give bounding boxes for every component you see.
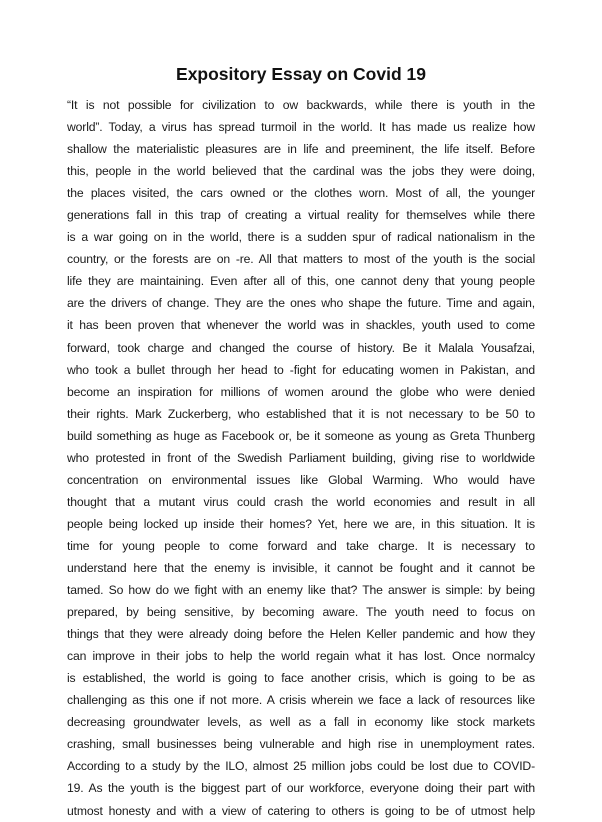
essay-text-line: things that they were already doing before the Helen Keller pandemic and how they	[67, 627, 535, 642]
essay-text-line: it has been proven that whenever the world was in shackles, youth used to come	[67, 318, 535, 333]
essay-text-line: 19. As the youth is the biggest part of our workforce, everyone doing their part with	[67, 781, 535, 796]
essay-text-line: can improve in their jobs to help the world regain what it has lost. Once normalcy	[67, 649, 535, 664]
essay-text-line: are the drivers of change. They are the ones who shape the future. Time and again,	[67, 296, 535, 311]
essay-text-line: their rights. Mark Zuckerberg, who established that it is not necessary to be 50 to	[67, 406, 535, 421]
essay-text-line: time for young people to come forward and take charge. It is necessary to	[67, 538, 535, 553]
essay-text-line: shallow the materialistic pleasures are in life and preeminent, the life itself. Before	[67, 142, 535, 157]
essay-text-line: who protested in front of the Swedish Parliament building, giving rise to worldwide	[67, 450, 535, 465]
essay-text-line: challenging as this one if not more. A crisis wherein we face a lack of resources like	[67, 693, 535, 708]
essay-text-line: who took a bullet through her head to -fight for educating women in Pakistan, and	[67, 362, 535, 377]
essay-text-line: world”. Today, a virus has spread turmoil in the world. It has made us realize how	[67, 120, 535, 135]
essay-text-line: concentration on environmental issues like Global Warming. Who would have	[67, 472, 535, 487]
essay-text-line: According to a study by the ILO, almost 25 million jobs could be lost due to COVID-	[67, 759, 535, 774]
essay-text-line: crashing, small businesses being vulnerable and high rise in unemployment rates.	[67, 737, 535, 752]
essay-text-line: is a war going on in the world, there is a sudden spur of radical nationalism in the	[67, 230, 535, 245]
essay-text-line: people being locked up inside their homes? Yet, here we are, in this situation. It is	[67, 516, 535, 531]
essay-text-line: thought that a mutant virus could crash the world economies and result in all	[67, 494, 535, 509]
essay-text-line: is established, the world is going to face another crisis, which is going to be as	[67, 671, 535, 686]
essay-text-line: this, people in the world believed that the cardinal was the jobs they were doing,	[67, 164, 535, 179]
essay-text-line: forward, took charge and changed the course of history. Be it Malala Yousafzai,	[67, 340, 535, 355]
essay-text-line: build something as huge as Facebook or, be it someone as young as Greta Thunberg	[67, 428, 535, 443]
essay-text-line: understand here that the enemy is invisible, it cannot be fought and it cannot be	[67, 560, 535, 575]
essay-text-line: “It is not possible for civilization to ow backwards, while there is youth in the	[67, 98, 535, 112]
essay-text-line: country, or the forests are on -re. All that matters to most of the youth is the social	[67, 252, 535, 267]
essay-text-line: generations fall in this trap of creating a virtual reality for themselves while there	[67, 208, 535, 223]
essay-text-line: utmost honesty and with a view of catering to others is going to be of utmost help	[67, 803, 535, 818]
document-title: Expository Essay on Covid 19	[176, 64, 426, 84]
essay-text-line: tamed. So how do we fight with an enemy like that? The answer is simple: by being	[67, 583, 535, 598]
essay-text-line: prepared, by being sensitive, by becoming aware. The youth need to focus on	[67, 605, 535, 620]
essay-text-line: the places visited, the cars owned or the clothes worn. Most of all, the younger	[67, 186, 535, 201]
essay-body	[67, 94, 535, 822]
essay-text-line: decreasing groundwater levels, as well as a fall in economy like stock markets	[67, 715, 535, 730]
essay-text-line: life they are maintaining. Even after all of this, one cannot deny that young people	[67, 274, 535, 289]
essay-text-line: become an inspiration for millions of women around the globe who were denied	[67, 384, 535, 399]
